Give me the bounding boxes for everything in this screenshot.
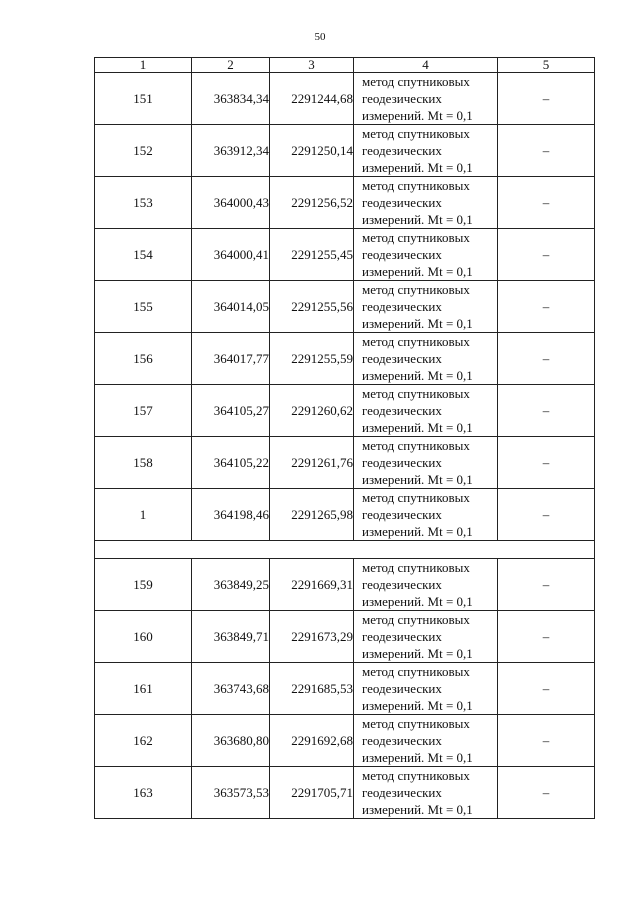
note-cell: – [498, 663, 595, 715]
note-cell: – [498, 611, 595, 663]
note-cell: – [498, 559, 595, 611]
y-coordinate-cell: 2291669,31 [270, 559, 354, 611]
method-text-line: измерений. Mt = 0,1 [362, 646, 473, 661]
method-text-line: измерений. Mt = 0,1 [362, 108, 473, 123]
method-text-line: измерений. Mt = 0,1 [362, 316, 473, 331]
method-text-line: измерений. Mt = 0,1 [362, 160, 473, 175]
y-coordinate-cell: 2291250,14 [270, 125, 354, 177]
method-text-line: измерений. Mt = 0,1 [362, 698, 473, 713]
method-cell [354, 489, 498, 541]
note-cell: – [498, 125, 595, 177]
method-cell [354, 333, 498, 385]
table-row [95, 715, 595, 767]
note-cell: – [498, 229, 595, 281]
method-cell [354, 229, 498, 281]
x-coordinate-cell: 364014,05 [192, 281, 270, 333]
note-cell: – [498, 73, 595, 125]
note-cell: – [498, 715, 595, 767]
separator-cell [95, 541, 595, 559]
x-coordinate-cell: 364000,41 [192, 229, 270, 281]
method-text-line: метод спутниковых [362, 178, 470, 193]
table-row [95, 385, 595, 437]
method-text-line: геодезических [362, 403, 442, 418]
y-coordinate-cell: 2291260,62 [270, 385, 354, 437]
method-text-line: геодезических [362, 733, 442, 748]
table-header-row [95, 58, 595, 73]
point-number-cell: 1 [95, 489, 192, 541]
point-number-cell: 162 [95, 715, 192, 767]
method-text-line: геодезических [362, 577, 442, 592]
method-text-line: метод спутниковых [362, 768, 470, 783]
point-number-cell: 160 [95, 611, 192, 663]
note-cell: – [498, 281, 595, 333]
table-row [95, 229, 595, 281]
method-text-line: геодезических [362, 455, 442, 470]
note-cell: – [498, 385, 595, 437]
method-text-line: метод спутниковых [362, 438, 470, 453]
table-row [95, 281, 595, 333]
point-number-cell: 157 [95, 385, 192, 437]
x-coordinate-cell: 363573,53 [192, 767, 270, 819]
method-text-line: геодезических [362, 91, 442, 106]
y-coordinate-cell: 2291255,45 [270, 229, 354, 281]
page-number: 50 [314, 31, 326, 43]
x-coordinate-cell: 363834,34 [192, 73, 270, 125]
note-cell: – [498, 177, 595, 229]
method-text-line: геодезических [362, 299, 442, 314]
method-text-line: метод спутниковых [362, 716, 470, 731]
method-text-line: геодезических [362, 507, 442, 522]
method-text-line: измерений. Mt = 0,1 [362, 802, 473, 817]
x-coordinate-cell: 363743,68 [192, 663, 270, 715]
table-row [95, 177, 595, 229]
method-text-line: метод спутниковых [362, 386, 470, 401]
x-coordinate-cell: 363680,80 [192, 715, 270, 767]
table-row [95, 559, 595, 611]
x-coordinate-cell: 364000,43 [192, 177, 270, 229]
method-text-line: метод спутниковых [362, 560, 470, 575]
method-cell [354, 177, 498, 229]
y-coordinate-cell: 2291255,56 [270, 281, 354, 333]
y-coordinate-cell: 2291673,29 [270, 611, 354, 663]
table-row [95, 125, 595, 177]
column-header: 3 [270, 58, 354, 73]
method-text-line: геодезических [362, 195, 442, 210]
method-text-line: метод спутниковых [362, 664, 470, 679]
x-coordinate-cell: 363912,34 [192, 125, 270, 177]
x-coordinate-cell: 363849,25 [192, 559, 270, 611]
point-number-cell: 155 [95, 281, 192, 333]
method-cell [354, 281, 498, 333]
table-row [95, 767, 595, 819]
point-number-cell: 152 [95, 125, 192, 177]
y-coordinate-cell: 2291261,76 [270, 437, 354, 489]
method-text-line: геодезических [362, 681, 442, 696]
y-coordinate-cell: 2291244,68 [270, 73, 354, 125]
method-text-line: измерений. Mt = 0,1 [362, 264, 473, 279]
note-cell: – [498, 437, 595, 489]
method-text-line: измерений. Mt = 0,1 [362, 594, 473, 609]
method-cell [354, 559, 498, 611]
y-coordinate-cell: 2291256,52 [270, 177, 354, 229]
method-text-line: измерений. Mt = 0,1 [362, 472, 473, 487]
method-text-line: геодезических [362, 629, 442, 644]
method-text-line: геодезических [362, 785, 442, 800]
column-header: 4 [354, 58, 498, 73]
point-number-cell: 153 [95, 177, 192, 229]
method-text-line: метод спутниковых [362, 612, 470, 627]
method-cell [354, 73, 498, 125]
coordinates-table [94, 57, 595, 819]
y-coordinate-cell: 2291685,53 [270, 663, 354, 715]
method-cell [354, 385, 498, 437]
note-cell: – [498, 767, 595, 819]
method-text-line: геодезических [362, 143, 442, 158]
method-cell [354, 767, 498, 819]
method-text-line: метод спутниковых [362, 334, 470, 349]
x-coordinate-cell: 364198,46 [192, 489, 270, 541]
method-text-line: метод спутниковых [362, 230, 470, 245]
method-text-line: метод спутниковых [362, 282, 470, 297]
table-row [95, 489, 595, 541]
method-text-line: метод спутниковых [362, 490, 470, 505]
x-coordinate-cell: 364017,77 [192, 333, 270, 385]
method-text-line: геодезических [362, 351, 442, 366]
table-row [95, 437, 595, 489]
method-text-line: метод спутниковых [362, 126, 470, 141]
method-text-line: измерений. Mt = 0,1 [362, 524, 473, 539]
method-text-line: измерений. Mt = 0,1 [362, 212, 473, 227]
table-row [95, 663, 595, 715]
y-coordinate-cell: 2291692,68 [270, 715, 354, 767]
point-number-cell: 163 [95, 767, 192, 819]
method-text-line: измерений. Mt = 0,1 [362, 368, 473, 383]
method-cell [354, 125, 498, 177]
method-cell [354, 663, 498, 715]
method-text-line: измерений. Mt = 0,1 [362, 420, 473, 435]
column-header: 1 [95, 58, 192, 73]
y-coordinate-cell: 2291255,59 [270, 333, 354, 385]
table-row [95, 611, 595, 663]
method-cell [354, 715, 498, 767]
method-text-line: измерений. Mt = 0,1 [362, 750, 473, 765]
point-number-cell: 154 [95, 229, 192, 281]
point-number-cell: 156 [95, 333, 192, 385]
method-cell [354, 437, 498, 489]
note-cell: – [498, 333, 595, 385]
x-coordinate-cell: 364105,27 [192, 385, 270, 437]
x-coordinate-cell: 363849,71 [192, 611, 270, 663]
point-number-cell: 159 [95, 559, 192, 611]
point-number-cell: 158 [95, 437, 192, 489]
table-row [95, 333, 595, 385]
column-header: 5 [498, 58, 595, 73]
y-coordinate-cell: 2291705,71 [270, 767, 354, 819]
note-cell: – [498, 489, 595, 541]
column-header: 2 [192, 58, 270, 73]
method-text-line: метод спутниковых [362, 74, 470, 89]
y-coordinate-cell: 2291265,98 [270, 489, 354, 541]
table-row [95, 73, 595, 125]
section-separator-row [95, 541, 595, 559]
method-cell [354, 611, 498, 663]
method-text-line: геодезических [362, 247, 442, 262]
point-number-cell: 151 [95, 73, 192, 125]
x-coordinate-cell: 364105,22 [192, 437, 270, 489]
point-number-cell: 161 [95, 663, 192, 715]
